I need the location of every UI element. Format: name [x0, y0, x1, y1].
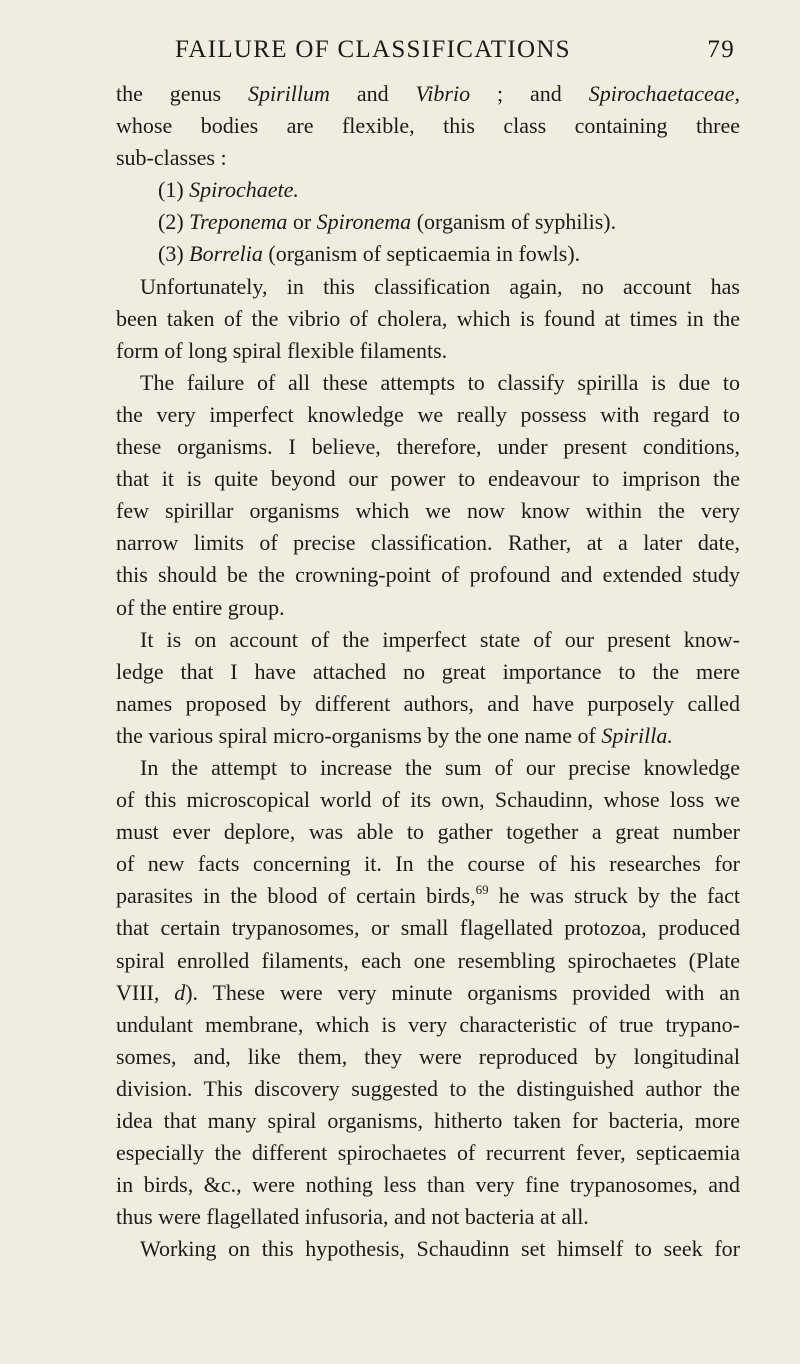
- item-number: (1): [158, 177, 190, 203]
- text-line: of the entire group.: [116, 594, 285, 620]
- text-span: and: [329, 81, 416, 106]
- text-line: thus were flagellated infusoria, and not bacteria at all.: [116, 1204, 589, 1230]
- paragraph-first-line: Unfortunately, in this classification again, no account has: [140, 273, 740, 299]
- text-line: [116, 977, 740, 1009]
- text-line: narrow limits of precise classification. Rather, at a later date,: [116, 530, 740, 556]
- plate-figure-letter: d: [174, 979, 186, 1005]
- text-span: or: [287, 209, 317, 235]
- text-line: division. This discovery suggested to the distinguished author the: [116, 1075, 740, 1101]
- text-span: ). These were very minute organisms provided with an: [185, 979, 740, 1005]
- text-line: sub-classes :: [116, 145, 227, 171]
- text-span: the various spiral micro-organisms by the one name of: [116, 722, 602, 748]
- text-line: idea that many spiral organisms, hitherto taken for bacteria, more: [116, 1108, 740, 1133]
- text-span: (organism of septicaemia in fowls).: [262, 241, 581, 267]
- text-line: that it is quite beyond our power to endeavour to imprison the: [116, 466, 740, 492]
- text-line: [116, 720, 740, 752]
- text-line: few spirillar organisms which we now know within the very: [116, 498, 740, 524]
- genus-name: Spirillum: [248, 81, 330, 106]
- text-line: [116, 880, 740, 912]
- family-name: Spirochaetaceae,: [588, 81, 740, 106]
- text-line: these organisms. I believe, therefore, under present conditions,: [116, 434, 740, 460]
- text-line: especially the different spirochaetes of recurrent fever, septicaemia: [116, 1140, 740, 1166]
- text-line: [116, 78, 740, 110]
- body-text: [116, 78, 740, 1265]
- text-line: that certain trypanosomes, or small flagellated protozoa, produced: [116, 915, 740, 941]
- text-line: ledge that I have attached no great importance to the mere: [116, 658, 740, 684]
- item-number: (3): [158, 241, 190, 267]
- genus-name: Spironema: [316, 209, 412, 235]
- genus-name: Borrelia: [189, 241, 263, 267]
- paragraph-first-line: The failure of all these attempts to classify spirilla is due to: [140, 369, 740, 395]
- text-span: (organism of syphilis).: [411, 209, 617, 235]
- text-span: parasites in the blood of certain birds,: [116, 883, 476, 909]
- text-line: the very imperfect knowledge we really possess with regard to: [116, 401, 740, 427]
- item-number: (2): [158, 209, 190, 235]
- text-line: undulant membrane, which is very characteristic of true trypano-: [116, 1011, 740, 1037]
- text-span: VIII,: [116, 979, 175, 1005]
- page-number: 79: [707, 36, 735, 63]
- text-span: he was struck by the fact: [488, 883, 740, 909]
- paragraph-first-line: In the attempt to increase the sum of our precise knowledge: [140, 754, 740, 780]
- genus-name: Spirilla.: [601, 722, 673, 748]
- subclass-item: [116, 206, 740, 238]
- text-line: somes, and, like them, they were reproduced by longitudinal: [116, 1043, 740, 1069]
- text-line: this should be the crowning-point of profound and extended study: [116, 562, 740, 588]
- text-span: ; and: [470, 81, 589, 106]
- paragraph-first-line: It is on account of the imperfect state of our present know-: [140, 626, 740, 652]
- genus-name: Treponema: [189, 209, 288, 235]
- text-line: in birds, &c., were nothing less than very fine trypanosomes, and: [116, 1172, 740, 1198]
- subclass-item: [116, 174, 740, 206]
- footnote-reference: 69: [475, 882, 489, 898]
- text-span: the genus: [116, 81, 249, 106]
- text-line: whose bodies are flexible, this class containing three: [116, 113, 740, 139]
- text-line: spiral enrolled filaments, each one resembling spirochaetes (Plate: [116, 947, 740, 973]
- text-line: form of long spiral flexible filaments.: [116, 337, 448, 363]
- text-line: names proposed by different authors, and have purposely called: [116, 690, 740, 716]
- genus-name: Spirochaete.: [189, 177, 299, 203]
- paragraph-first-line: Working on this hypothesis, Schaudinn set himself to seek for: [140, 1236, 740, 1262]
- text-line: of new facts concerning it. In the course of his researches for: [116, 851, 740, 877]
- genus-name: Vibrio: [415, 81, 471, 106]
- text-line: of this microscopical world of its own, Schaudinn, whose loss we: [116, 787, 740, 813]
- subclass-item: [116, 238, 740, 270]
- running-title: FAILURE OF CLASSIFICATIONS: [175, 36, 571, 63]
- text-line: been taken of the vibrio of cholera, which is found at times in the: [116, 305, 740, 331]
- page-header: [175, 36, 735, 70]
- text-line: must ever deplore, was able to gather together a great number: [116, 819, 740, 845]
